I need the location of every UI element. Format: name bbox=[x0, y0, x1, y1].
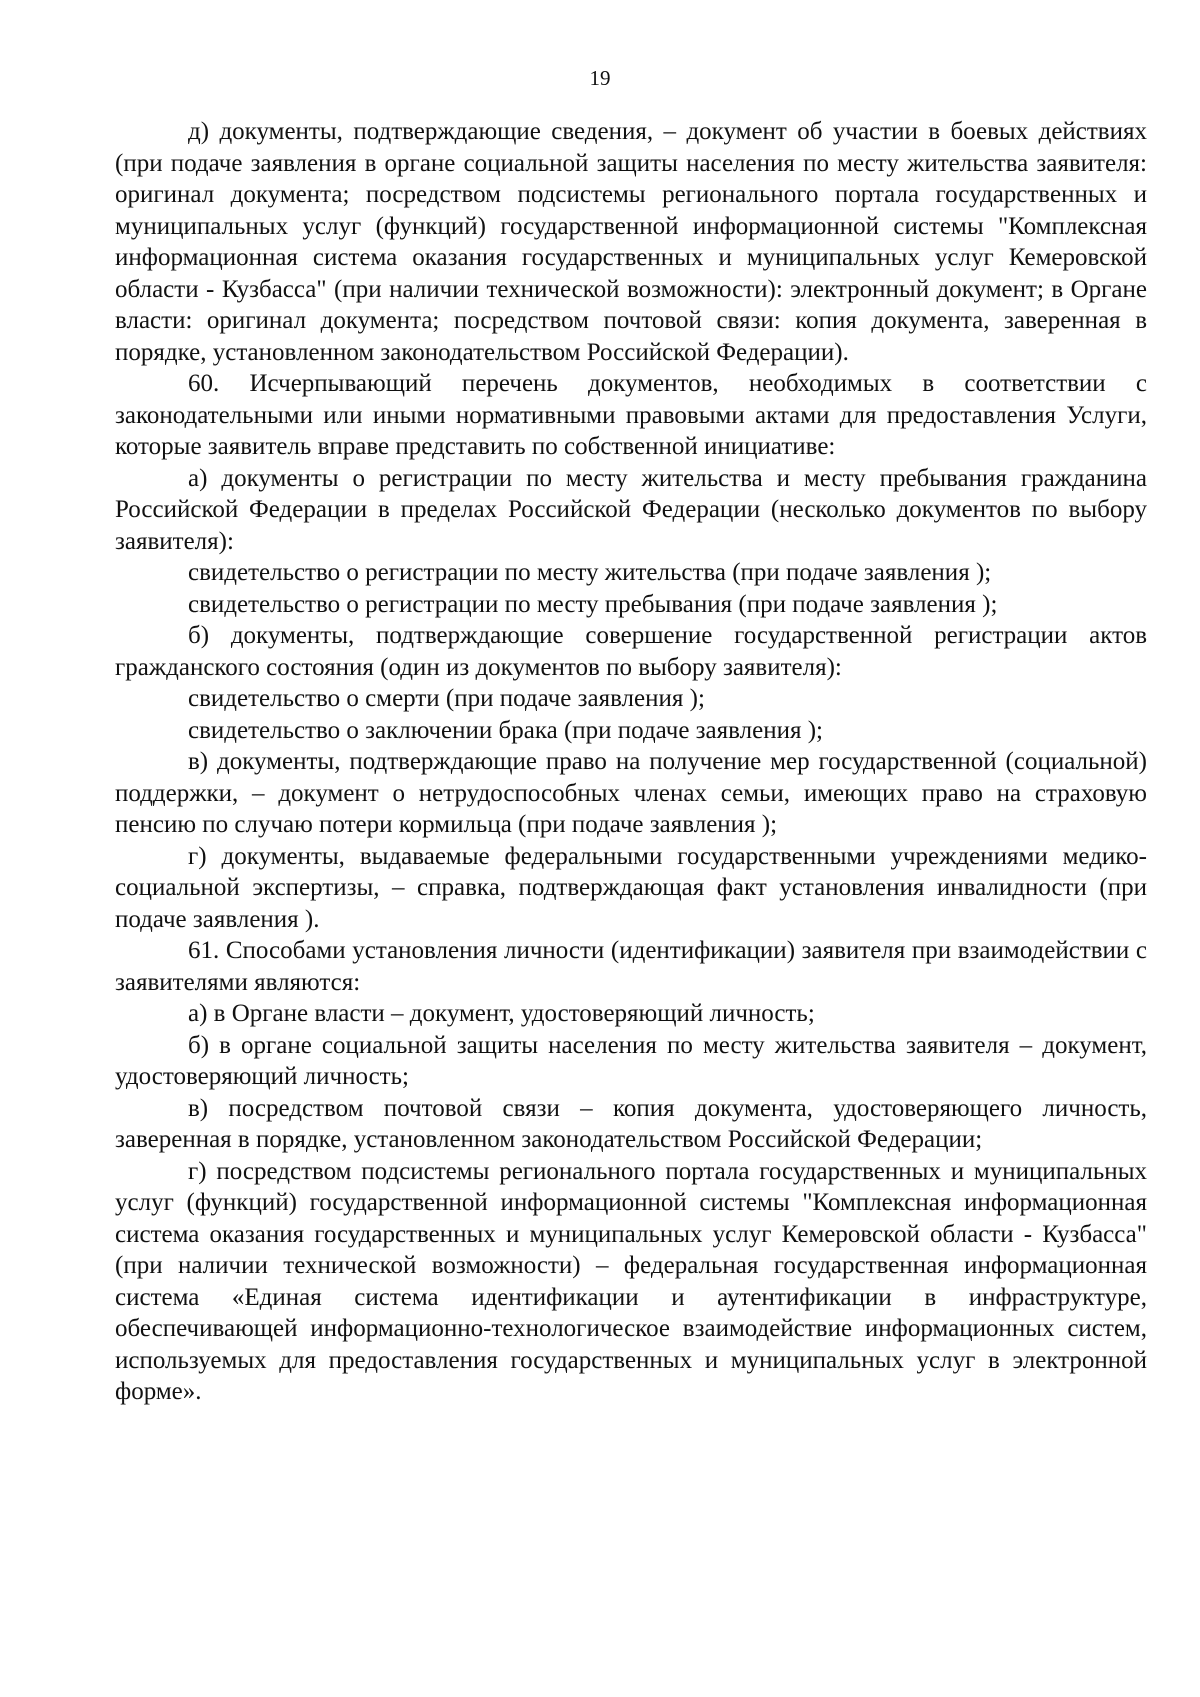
paragraph-61-b: б) в органе социальной защиты населения по месту жительства заявителя – документ, удостоверяющий личность; bbox=[115, 1031, 1147, 1090]
page-number: 19 bbox=[589, 66, 611, 90]
paragraph-d-combat-documents: д) документы, подтверждающие сведения, – документ об участии в боевых действиях (при подаче заявления в органе социальной защиты населения по месту жительства заявителя: оригинал документа; посредством подсистемы регионального портала государственных и муниципальных услуг (функций) государственной информационной системы "Комплексная информационная система оказания государственных и муниципальных услуг Кемеровской области - Кузбасса" (при наличии технической возможности): электронный документ; в Органе власти: оригинал документа; посредством почтовой связи: копия документа, заверенная в порядке, установленном законодательством Российской Федерации). bbox=[115, 118, 1147, 366]
paragraph-60-a: а) документы о регистрации по месту жительства и месту пребывания гражданина Российской Федерации в пределах Российской Федерации (несколько документов по выбору заявителя): bbox=[115, 464, 1147, 555]
document-body bbox=[115, 116, 1147, 1408]
list-item-residence-certificate: свидетельство о регистрации по месту жительства (при подаче заявления ); bbox=[188, 559, 992, 586]
paragraph-61-a: а) в Органе власти – документ, удостоверяющий личность; bbox=[188, 1000, 815, 1027]
list-item-marriage-certificate: свидетельство о заключении брака (при подаче заявления ); bbox=[188, 716, 823, 744]
paragraph-61-v: в) посредством почтовой связи – копия документа, удостоверяющего личность, заверенная в порядке, установленном законодательством Российской Федерации; bbox=[115, 1094, 1147, 1153]
paragraph-60: 60. Исчерпывающий перечень документов, необходимых в соответствии с законодательными или иными нормативными правовыми актами для предоставления Услуги, которые заявитель вправе представить по собственной инициативе: bbox=[115, 370, 1147, 460]
list-item-stay-certificate: свидетельство о регистрации по месту пребывания (при подаче заявления ); bbox=[188, 590, 998, 618]
paragraph-61-g: г) посредством подсистемы регионального портала государственных и муниципальных услуг (функций) государственной информационной системы "Комплексная информационная система оказания государственных и муниципальных услуг Кемеровской области - Кузбасса" (при наличии технической возможности) – федеральная государственная информационная система «Единая система идентификации и аутентификации в инфраструктуре, обеспечивающей информационно-технологическое взаимодействие информационных систем, используемых для предоставления государственных и муниципальных услуг в электронной форме». bbox=[115, 1157, 1147, 1405]
list-item-death-certificate: свидетельство о смерти (при подаче заявления ); bbox=[188, 685, 705, 712]
paragraph-60-v: в) документы, подтверждающие право на получение мер государственной (социальной) поддержки, – документ о нетрудоспособных членах семьи, имеющих право на страховую пенсию по случаю потери кормильца (при подаче заявления ); bbox=[115, 748, 1147, 838]
paragraph-61: 61. Способами установления личности (идентификации) заявителя при взаимодействии с заявителями являются: bbox=[115, 937, 1147, 996]
paragraph-60-g: г) документы, выдаваемые федеральными государственными учреждениями медико-социальной экспертизы, – справка, подтверждающая факт установления инвалидности (при подаче заявления ). bbox=[115, 842, 1147, 933]
paragraph-60-b: б) документы, подтверждающие совершение государственной регистрации актов гражданского состояния (один из документов по выбору заявителя): bbox=[115, 622, 1147, 681]
